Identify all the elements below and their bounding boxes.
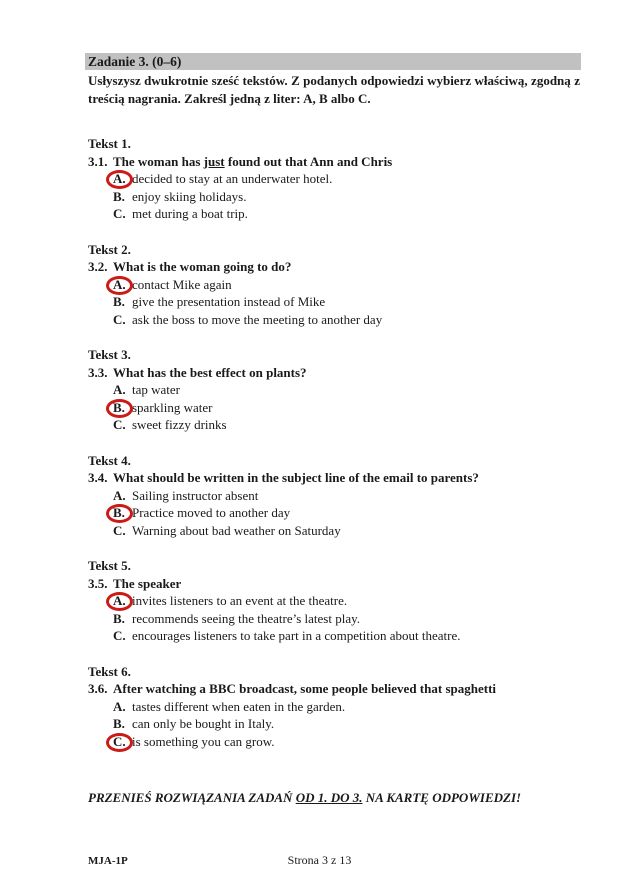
- option-letter: [113, 504, 132, 522]
- answer-option: [113, 698, 580, 716]
- option-text: tap water: [132, 382, 181, 397]
- question-block: [88, 452, 580, 540]
- underlined-text: OD 1. DO 3.: [295, 790, 363, 805]
- option-letter-text: A.: [113, 171, 126, 186]
- text-segment: PRZENIEŚ ROZWIĄZANIA ZADAŃ: [88, 790, 296, 805]
- answer-option: [113, 715, 580, 733]
- option-letter-text: B.: [113, 188, 125, 204]
- question-block: [88, 346, 580, 434]
- tekst-label: Tekst 5.: [88, 558, 131, 573]
- option-text: sweet fizzy drinks: [132, 417, 227, 432]
- answer-option: [113, 627, 580, 645]
- question-number: 3.4.: [88, 470, 108, 485]
- questions: [88, 135, 580, 750]
- answer-option: [113, 416, 580, 434]
- question-number: 3.1.: [88, 153, 108, 169]
- text-segment: What is the woman going to do?: [113, 259, 292, 274]
- question-text: [113, 153, 580, 171]
- option-letter: [113, 205, 132, 223]
- question-line: [88, 575, 580, 593]
- option-text: Sailing instructor absent: [132, 487, 259, 503]
- page-number: Strona 3 z 13: [287, 853, 352, 867]
- option-letter-text: B.: [113, 294, 125, 309]
- option-text: sparkling water: [132, 399, 213, 415]
- options: [113, 170, 580, 223]
- text-segment: After watching a BBC broadcast, some people believed that spaghetti: [113, 681, 497, 696]
- question-block: [88, 135, 580, 223]
- option-text: decided to stay at an underwater hotel.: [132, 171, 333, 186]
- text-segment: The woman has: [113, 153, 204, 169]
- option-letter: [113, 733, 132, 751]
- question-block: [88, 557, 580, 645]
- question-text: [113, 575, 580, 593]
- option-letter-text: B.: [113, 610, 125, 626]
- option-text: encourages listeners to take part in a competition about theatre.: [132, 628, 461, 643]
- option-letter-text: C.: [113, 417, 126, 432]
- question-text: [113, 469, 580, 487]
- transfer-note: [88, 789, 580, 807]
- answer-option: [113, 610, 580, 628]
- answer-option: [113, 205, 580, 223]
- answer-option: [113, 399, 580, 417]
- option-text: enjoy skiing holidays.: [132, 188, 247, 204]
- option-letter-text: A.: [113, 487, 126, 503]
- option-text: met during a boat trip.: [132, 206, 248, 221]
- option-letter: [113, 188, 132, 206]
- text-segment: found out that Ann and Chris: [224, 153, 393, 169]
- option-letter-text: B.: [113, 716, 125, 731]
- question-text: [113, 258, 580, 276]
- option-letter-text: C.: [113, 733, 126, 749]
- option-letter: [113, 698, 132, 716]
- option-letter-text: C.: [113, 311, 126, 327]
- option-text: invites listeners to an event at the theatre.: [132, 593, 348, 608]
- option-text: contact Mike again: [132, 276, 232, 292]
- question-block: [88, 663, 580, 751]
- option-letter-text: A.: [113, 698, 126, 714]
- option-text: can only be bought in Italy.: [132, 716, 275, 731]
- question-number: 3.2.: [88, 259, 108, 274]
- option-letter: [113, 293, 132, 311]
- option-letter: [113, 592, 132, 610]
- option-letter: [113, 276, 132, 294]
- text-segment: What has the best effect on plants?: [113, 364, 307, 380]
- page-content: [88, 53, 580, 807]
- question-line: [88, 153, 580, 171]
- answer-option: [113, 504, 580, 522]
- tekst-label: Tekst 3.: [88, 347, 131, 362]
- answer-option: [113, 522, 580, 540]
- question-text: [113, 680, 580, 698]
- option-letter-text: B.: [113, 399, 125, 415]
- options: [113, 487, 580, 540]
- option-letter: [113, 170, 132, 188]
- tekst-label: Tekst 6.: [88, 663, 131, 679]
- option-letter-text: C.: [113, 206, 126, 221]
- option-letter: [113, 381, 132, 399]
- answer-option: [113, 311, 580, 329]
- option-letter-text: C.: [113, 522, 126, 538]
- option-letter: [113, 399, 132, 417]
- option-letter-text: A.: [113, 382, 126, 397]
- option-letter-text: A.: [113, 593, 126, 608]
- text-segment: The speaker: [113, 575, 182, 591]
- question-line: [88, 258, 580, 276]
- option-text: Practice moved to another day: [132, 505, 291, 520]
- answer-option: [113, 293, 580, 311]
- option-letter: [113, 416, 132, 434]
- question-text: [113, 364, 580, 382]
- text-segment: What should be written in the subject line of the email to parents?: [113, 470, 479, 485]
- question-number: 3.3.: [88, 364, 108, 380]
- answer-option: [113, 170, 580, 188]
- question-number: 3.5.: [88, 575, 108, 591]
- option-letter: [113, 715, 132, 733]
- options: [113, 592, 580, 645]
- question-line: [88, 364, 580, 382]
- answer-option: [113, 188, 580, 206]
- options: [113, 698, 580, 751]
- question-line: [88, 680, 580, 698]
- task-header: Zadanie 3. (0–6): [85, 53, 581, 70]
- task-instructions: Usłyszysz dwukrotnie sześć tekstów. Z podanych odpowiedzi wybierz właściwą, zgodną z treścią nagrania. Zakreśl jedną z liter: A, B albo C.: [88, 73, 580, 106]
- page-footer: [0, 853, 639, 867]
- option-text: give the presentation instead of Mike: [132, 294, 326, 309]
- tekst-label: Tekst 1.: [88, 136, 131, 151]
- question-line: [88, 469, 580, 487]
- option-letter-text: C.: [113, 628, 126, 643]
- answer-option: [113, 381, 580, 399]
- option-letter: [113, 311, 132, 329]
- answer-option: [113, 276, 580, 294]
- option-text: Warning about bad weather on Saturday: [132, 522, 341, 538]
- option-text: recommends seeing the theatre’s latest play.: [132, 610, 361, 626]
- question-number: 3.6.: [88, 681, 108, 696]
- options: [113, 381, 580, 434]
- option-letter-text: B.: [113, 505, 125, 520]
- tekst-label: Tekst 4.: [88, 452, 131, 468]
- option-letter: [113, 627, 132, 645]
- underlined-text: just: [203, 153, 225, 169]
- option-letter-text: A.: [113, 276, 126, 292]
- option-text: is something you can grow.: [132, 733, 275, 749]
- answer-option: [113, 487, 580, 505]
- option-text: tastes different when eaten in the garden.: [132, 698, 346, 714]
- answer-option: [113, 592, 580, 610]
- text-segment: NA KARTĘ ODPOWIEDZI!: [362, 790, 522, 805]
- question-block: [88, 241, 580, 329]
- option-letter: [113, 487, 132, 505]
- options: [113, 276, 580, 329]
- answer-option: [113, 733, 580, 751]
- exam-code: MJA-1P: [88, 855, 128, 867]
- option-text: ask the boss to move the meeting to another day: [132, 311, 383, 327]
- tekst-label: Tekst 2.: [88, 241, 131, 257]
- option-letter: [113, 610, 132, 628]
- option-letter: [113, 522, 132, 540]
